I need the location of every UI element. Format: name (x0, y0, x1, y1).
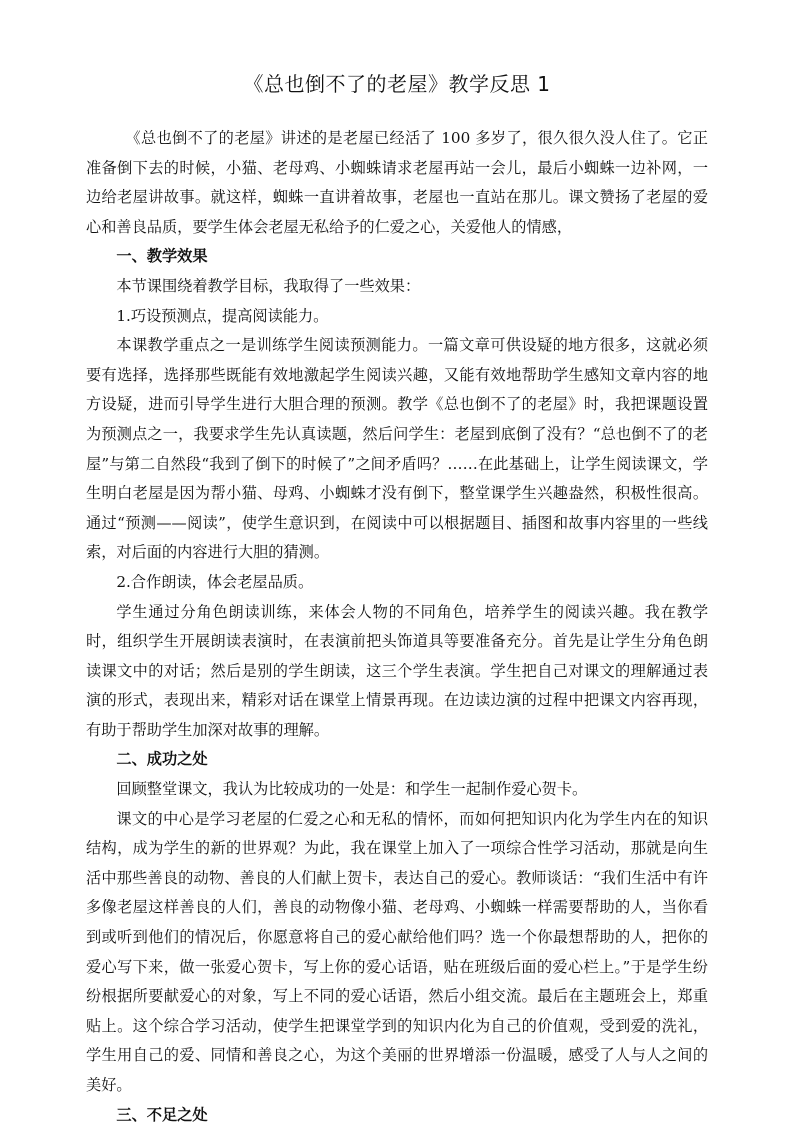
body-paragraph: 课文的中心是学习老屋的仁爱之心和无私的情怀，而如何把知识内化为学生内在的知识结构，成为学生的新的世界观？为此，我在课堂上加入了一项综合性学习活动，那就是向生活中那些善良的动物、善良的人们献上贺卡，表达自己的爱心。教师谈话：“我们生活中有许多像老屋这样善良的人们，善良的动物像小猫、老母鸡、小蜘蛛一样需要帮助的人，当你看到或听到他们的情况后，你愿意将自己的爱心献给他们吗？选一个你最想帮助的人，把你的爱心写下来，做一张爱心贺卡，写上你的爱心话语，贴在班级后面的爱心栏上。”于是学生纷纷根据所要献爱心的对象，写上不同的爱心话语，然后小组交流。最后在主题班会上，郑重贴上。这个综合学习活动，使学生把课堂学到的知识内化为自己的价值观，受到爱的洗礼，学生用自己的爱、同情和善良之心，为这个美丽的世界增添一份温暖，感受了人与人之间的美好。 (86, 809, 708, 1094)
body-paragraph: 本节课围绕着教学目标，我取得了一些效果： (116, 276, 421, 295)
body-paragraph: 回顾整堂课文，我认为比较成功的一处是：和学生一起制作爱心贺卡。 (116, 780, 588, 799)
section-heading-success: 二、成功之处 (116, 750, 208, 769)
section-heading-teaching-effect: 一、教学效果 (116, 247, 208, 266)
document-page (86, 70, 708, 1130)
section-heading-shortcomings: 三、不足之处 (116, 1105, 208, 1124)
body-paragraph: 学生通过分角色朗读训练，来体会人物的不同角色，培养学生的阅读兴趣。我在教学时，组织学生开展朗读表演时，在表演前把头饰道具等要准备充分。首先是让学生分角色朗读课文中的对话；然后是别的学生朗读，这三个学生表演。学生把自己对课文的理解通过表演的形式，表现出来，精彩对话在课堂上情景再现。在边读边演的过程中把课文内容再现，有助于帮助学生加深对故事的理解。 (86, 602, 708, 739)
body-paragraph: 本课教学重点之一是训练学生阅读预测能力。一篇文章可供设疑的地方很多，这就必须要有选择，选择那些既能有效地激起学生阅读兴趣，又能有效地帮助学生感知文章内容的地方设疑，进而引导学生进行大胆合理的预测。教学《总也倒不了的老屋》时，我把课题设置为预测点之一，我要求学生先认真读题，然后问学生：老屋到底倒了没有？“总也倒不了的老屋”与第二自然段“我到了倒下的时候了”之间矛盾吗？……在此基础上，让学生阅读课文，学生明白老屋是因为帮小猫、母鸡、小蜘蛛才没有倒下，整堂课学生兴趣盎然，积极性很高。通过“预测——阅读”，使学生意识到，在阅读中可以根据题目、插图和故事内容里的一些线索，对后面的内容进行大胆的猜测。 (86, 336, 708, 562)
page-title: 《总也倒不了的老屋》教学反思 1 (243, 72, 551, 96)
subheading-reading: 2.合作朗读，体会老屋品质。 (116, 572, 314, 591)
intro-paragraph: 《总也倒不了的老屋》讲述的是老屋已经活了 100 多岁了，很久很久没人住了。它正准备倒下去的时候，小猫、老母鸡、小蜘蛛请求老屋再站一会儿，最后小蜘蛛一边补网，一边给老屋讲故事。就这样，蜘蛛一直讲着故事，老屋也一直站在那儿。课文赞扬了老屋的爱心和善良品质，要学生体会老屋无私给予的仁爱之心，关爱他人的情感， (86, 129, 708, 236)
subheading-prediction: 1.巧设预测点，提高阅读能力。 (116, 306, 329, 325)
